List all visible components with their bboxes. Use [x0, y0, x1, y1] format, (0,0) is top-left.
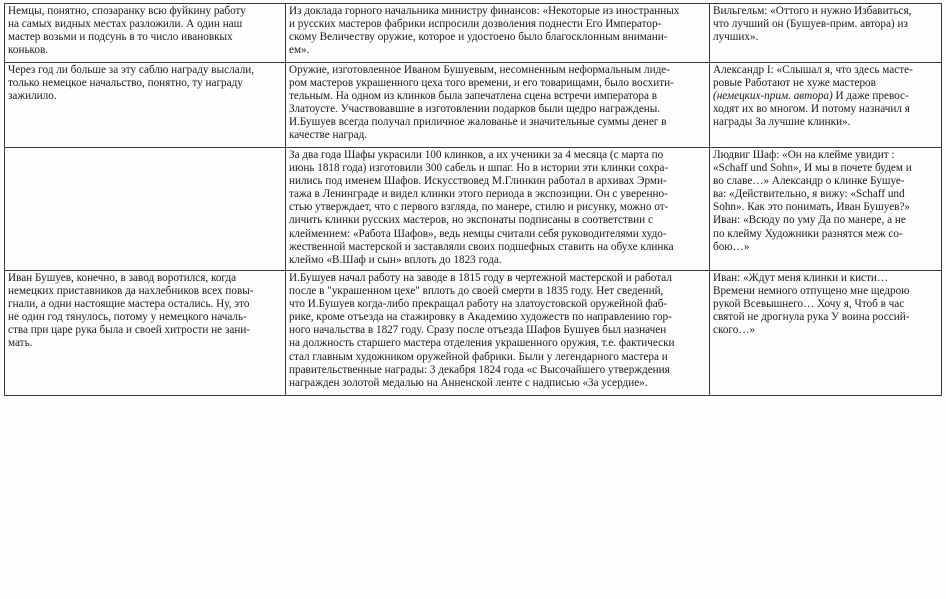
cell-text: Оружие, изготовленное Иваном Бушуевым, несомненным неформальным лиде- ром мастеров украшенного цеха того времени, и его товарищами, было восхити- тельным. На одном из клинков была запечатлена сцена встречи императора в Златоусте. Участвовавшие в изготовлении подарков были щедро награждены. И.Бушуев всегда получал приличное жалованье и значительные суммы денег в качестве наград. [289, 64, 674, 142]
quote-cell [710, 4, 942, 63]
quote-text: И даже превос- ходят их во многом. И потому назначил я награды За лучшие клинки». [713, 90, 910, 129]
author-note: (немецких-прим. автора) [713, 90, 833, 103]
table-row [5, 148, 942, 271]
cell-text: Иван Бушуев, конечно, в завод воротился, когда немецких приставников да нахлебников всех повы- гнали, а одни настоящие мастера остались. Ну, это не один год тянулось, потому у немецкого началь- ства при царе рука была и своей хитрости не зани- мать. [8, 272, 254, 350]
cell-text: Немцы, понятно, спозаранку всю фуйкину работу на самых видных местах разложили. А один наш мастер возьми и подсунь в то число ивановкых коньков. [8, 5, 246, 57]
quote-cell [710, 63, 942, 148]
historical-fact-cell [286, 4, 710, 63]
cell-text: Людвиг Шаф: «Он на клейме увидит : «Schaff und Sohn», И мы в почете будем и во славе…» Александр о клинке Бушуе- ва: «Действительно, я вижу: «Schaff und Sohn». Как это понимать, Иван Бушуев?» Иван: «Всюду по уму Да по манере, а не по клейму Художники разнятся меж со- бою…» [713, 149, 912, 253]
folk-tale-cell [5, 63, 286, 148]
cell-text: Вильгельм: «Оттого и нужно Избавиться, что лучший он (Бушуев-прим. автора) из лучших». [713, 5, 912, 44]
comparison-table [4, 3, 942, 396]
cell-text: Иван: «Ждут меня клинки и кисти… Времени немного отпущено мне щедрою рукой Всевышнего… Хочу я, Чтоб в час святой не дрогнула рука У воина россий- ского…» [713, 272, 910, 337]
cell-text [713, 64, 938, 129]
table-row [5, 63, 942, 148]
folk-tale-cell [5, 4, 286, 63]
table-row [5, 271, 942, 396]
cell-text: Через год ли больше за эту саблю награду выслали, только немецкое начальство, понятно, ту награду зажилило. [8, 64, 255, 103]
folk-tale-cell [5, 148, 286, 271]
cell-text: За два года Шафы украсили 100 клинков, а их ученики за 4 месяца (с марта по июнь 1818 года) изготовили 300 сабель и шпаг. Но в истории эти клинки сохра- нились под именем Шафов. Искусствовед М.Глинкин работал в архивах Эрми- тажа в Ленинграде и видел клинки этого периода в экспозиции. Он с уверенно- стью утверждает, что с первого взгляда, по манере, стилю и рисунку, можно от- личить клинки русских мастеров, но экспонаты подписаны в соответствии с клеймением: «Работа Шафов», ведь немцы считали себя руководителями худо- жественной мастерской и заставляли своих подшефных ставить на обухе клинка клеймо «В.Шаф и сын» вплоть до 1823 года. [289, 149, 674, 266]
historical-fact-cell [286, 271, 710, 396]
historical-fact-cell [286, 63, 710, 148]
cell-text: И.Бушуев начал работу на заводе в 1815 году в чертежной мастерской и работал после в "украшенном цехе" вплоть до своей смерти в 1835 году. Нет сведений, что И.Бушуев когда-либо прекращал работу на златоустовской оружейной фаб- рике, кроме отъезда на стажировку в Академию художеств по направлению гор- ного начальства в 1827 году. Сразу после отъезда Шафов Бушуев был назначен на должность старшего мастера отделения украшенного оружия, т.е. фактически стал главным художником оружейной фабрики. Были у легендарного мастера и правительственные награды: 3 декабря 1824 года «с Высочайшего утверждения награжден золотой медалью на Анненской ленте с надписью «За усердие». [289, 272, 675, 389]
historical-fact-cell [286, 148, 710, 271]
table-row [5, 4, 942, 63]
folk-tale-cell [5, 271, 286, 396]
quote-cell [710, 148, 942, 271]
quote-text: Александр I: «Слышал я, что здесь масте- ровые Работают не хуже мастеров [713, 64, 913, 90]
cell-text: Из доклада горного начальника министру финансов: «Некоторые из иностранных и русских мастеров фабрики испросили дозволения поднести Его Император- скому Величеству оружие, которое и удостоено было благосклонным внимани- ем». [289, 5, 680, 57]
quote-cell [710, 271, 942, 396]
